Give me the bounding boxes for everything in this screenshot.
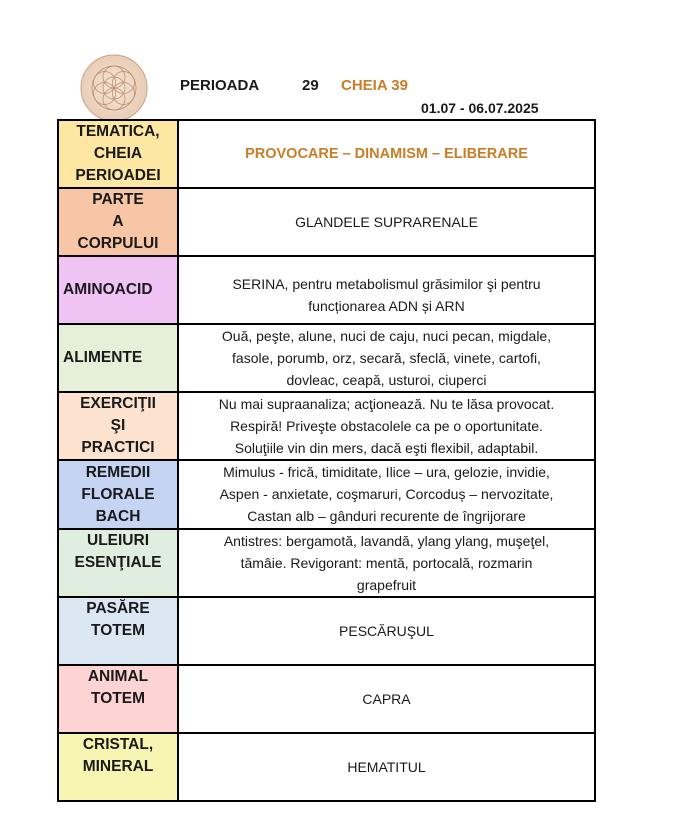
row-label-animal: ANIMAL TOTEM bbox=[58, 665, 178, 733]
table-row bbox=[58, 392, 595, 460]
row-value-aminoacid: SERINA, pentru metabolismul grăsimilor şi pentru funcționarea ADN și ARN bbox=[178, 256, 595, 324]
row-value-animal: CAPRA bbox=[178, 665, 595, 733]
row-value-uleiuri: Antistres: bergamotă, lavandă, ylang ylang, muşeţel, tămâie. Revigorant: mentă, portocală, rozmarin grapefruit bbox=[178, 529, 595, 597]
row-label-cristal: CRISTAL, MINERAL bbox=[58, 733, 178, 801]
row-value-pasare: PESCĂRUŞUL bbox=[178, 597, 595, 665]
flower-of-life-logo bbox=[80, 54, 148, 122]
date-range: 01.07 - 06.07.2025 bbox=[421, 100, 539, 116]
row-value-cristal: HEMATITUL bbox=[178, 733, 595, 801]
table-row bbox=[58, 120, 595, 188]
row-label-exercitii: EXERCIŢII ŞI PRACTICI bbox=[58, 392, 178, 460]
row-label-uleiuri: ULEIURI ESENŢIALE bbox=[58, 529, 178, 597]
row-label-pasare: PASĂRE TOTEM bbox=[58, 597, 178, 665]
row-value-remedii: Mimulus - frică, timiditate, Ilice – ura, gelozie, invidie, Aspen - anxietate, coşmaruri, Corcoduș – nervozitate, Castan alb – gânduri recurente de îngrijorare bbox=[178, 460, 595, 528]
period-info-table bbox=[57, 119, 596, 802]
row-value-tematica: PROVOCARE – DINAMISM – ELIBERARE bbox=[178, 120, 595, 188]
row-value-parte-corpului: GLANDELE SUPRARENALE bbox=[178, 188, 595, 256]
row-value-exercitii: Nu mai supraanaliza; acţionează. Nu te lăsa provocat. Respiră! Priveşte obstacolele ca pe o oportunitate. Soluţiile vin din mers, dacă eşti flexibil, adaptabil. bbox=[178, 392, 595, 460]
row-label-remedii: REMEDII FLORALE BACH bbox=[58, 460, 178, 528]
table-row bbox=[58, 256, 595, 324]
row-label-parte-corpului: PARTE A CORPULUI bbox=[58, 188, 178, 256]
key-label: CHEIA 39 bbox=[341, 77, 408, 94]
table-row bbox=[58, 188, 595, 256]
table-row bbox=[58, 665, 595, 733]
table-row bbox=[58, 733, 595, 801]
row-label-aminoacid: AMINOACID bbox=[58, 256, 178, 324]
period-label: PERIOADA bbox=[180, 77, 260, 94]
table-row bbox=[58, 324, 595, 392]
table-row bbox=[58, 597, 595, 665]
row-label-alimente: ALIMENTE bbox=[58, 324, 178, 392]
period-number: 29 bbox=[302, 77, 319, 94]
row-value-alimente: Ouă, peşte, alune, nuci de caju, nuci pecan, migdale, fasole, porumb, orz, secară, sfeclă, vinete, cartofi, dovleac, ceapă, usturoi, ciuperci bbox=[178, 324, 595, 392]
row-label-tematica: TEMATICA, CHEIA PERIOADEI bbox=[58, 120, 178, 188]
table-row bbox=[58, 460, 595, 528]
table-row bbox=[58, 529, 595, 597]
